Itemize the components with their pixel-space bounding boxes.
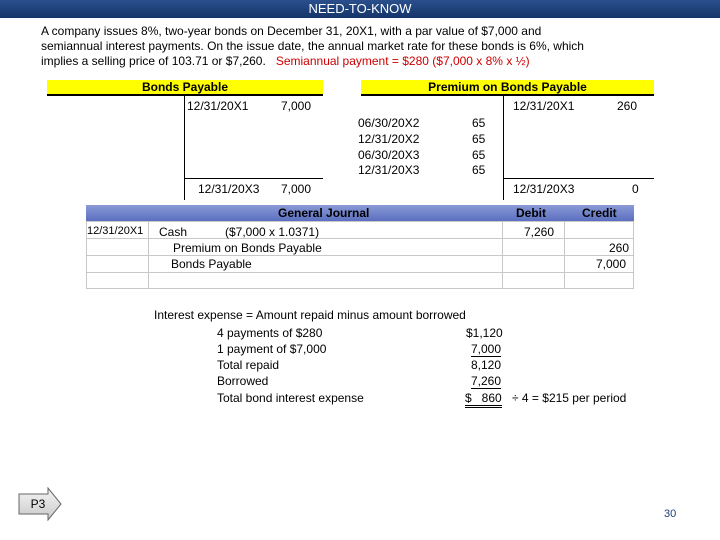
interest-row-value-4: 7,260 [471,374,502,388]
premium-debit-date-2: 12/31/20X2 [358,132,420,146]
journal-cash-debit: 7,260 [524,225,555,239]
banner-title: NEED-TO-KNOW [0,0,720,18]
premium-debit-date-3: 06/30/20X3 [358,148,420,162]
bp-balance-amount: 7,000 [281,182,312,196]
interest-row-value-3: 8,120 [471,358,502,372]
journal-premium-account: Premium on Bonds Payable [173,241,322,255]
journal-bonds-credit: 7,000 [596,257,627,271]
premium-balance-amount: 0 [632,182,639,196]
interest-row-label-3: Total repaid [217,358,280,372]
premium-debit-date-1: 06/30/20X2 [358,116,420,130]
intro-line-3 [41,54,701,69]
bp-balance-rule [184,178,323,179]
problem-statement [41,24,701,69]
premium-credit-amount-1: 260 [617,99,638,113]
premium-debit-amount-2: 65 [472,132,486,146]
interest-row-label-4: Borrowed [217,374,269,388]
premium-balance-rule [503,178,654,179]
premium-debit-amount-3: 65 [472,148,486,162]
interest-row-value-2: 7,000 [471,342,502,356]
semiannual-payment-note: Semiannual payment = $280 ($7,000 x 8% x ½) [275,54,530,68]
journal-premium-credit: 260 [609,241,630,255]
interest-per-period: ÷ 4 = $215 per period [512,391,627,405]
page-number: 30 [664,508,677,520]
interest-row-label-5: Total bond interest expense [217,391,364,405]
interest-row-value-5: $ 860 [465,391,502,408]
bonds-payable-title: Bonds Payable [47,80,323,96]
intro-line-3-text: implies a selling price of 103.71 or $7,260. [41,54,266,68]
premium-debit-date-4: 12/31/20X3 [358,163,420,177]
interest-row-label-1: 4 payments of $280 [217,326,323,340]
premium-credit-date-1: 12/31/20X1 [513,99,575,113]
journal-bonds-account: Bonds Payable [171,257,252,271]
p3-label: P3 [30,497,46,511]
journal-cash-note: ($7,000 x 1.0371) [225,225,320,239]
journal-header [86,205,634,221]
journal-cash-account: Cash [159,225,188,239]
bonds-payable-divider [184,96,185,200]
bp-credit-date-1: 12/31/20X1 [187,99,249,113]
interest-row-value-1: $1,120 [466,326,503,340]
journal-title: General Journal [278,206,370,220]
journal-entry-date: 12/31/20X1 [87,225,144,237]
credit-column-label: Credit [582,206,617,220]
interest-expense-title: Interest expense = Amount repaid minus amount borrowed [154,308,466,322]
bp-balance-date: 12/31/20X3 [198,182,260,196]
p3-nav-button[interactable] [18,487,62,521]
debit-column-label: Debit [516,206,546,220]
premium-balance-date: 12/31/20X3 [513,182,575,196]
bp-credit-amount-1: 7,000 [281,99,312,113]
premium-debit-amount-1: 65 [472,116,486,130]
premium-divider [503,96,504,200]
interest-row-label-2: 1 payment of $7,000 [217,342,327,356]
premium-debit-amount-4: 65 [472,163,486,177]
intro-line-2: semiannual interest payments. On the issue date, the annual market rate for these bonds is 6%, which [41,39,584,53]
premium-title: Premium on Bonds Payable [361,80,654,96]
intro-line-1: A company issues 8%, two-year bonds on December 31, 20X1, with a par value of $7,000 and [41,24,542,38]
